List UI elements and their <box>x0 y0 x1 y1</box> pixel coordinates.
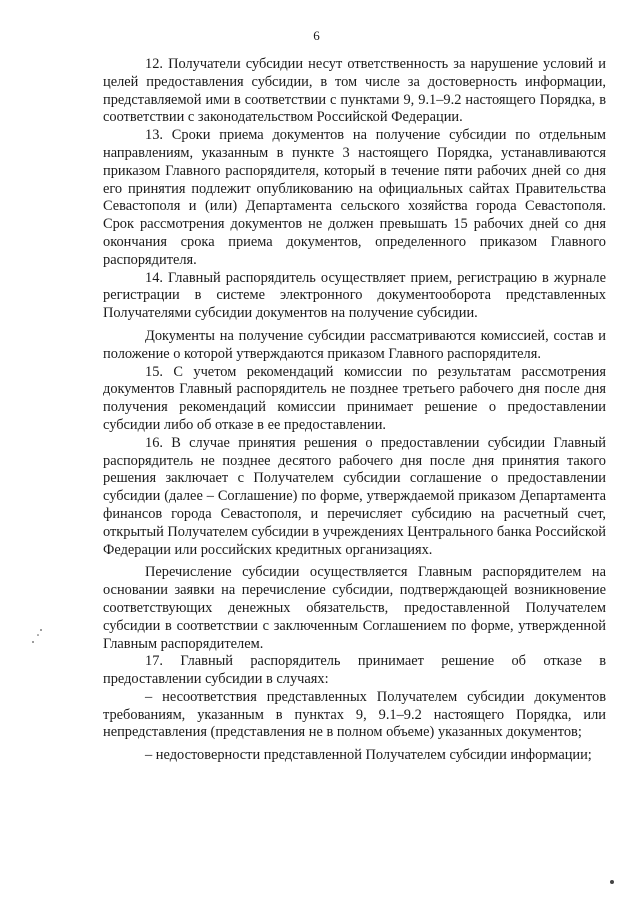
paragraph-14: 14. Главный распорядитель осуществляет прием, регистрацию в журнале регистрации в системе электронного документооборота представленных Получателями субсидии документов на получение субсидии. <box>103 269 606 322</box>
list-item-noncompliance: – несоответствия представленных Получателем субсидии документов требованиям, указанным в пунктах 9, 9.1–9.2 настоящего Порядка, или непредставления (представления не в полном объеме) указанных документов; <box>103 688 606 741</box>
page-number: 6 <box>313 28 320 43</box>
paragraph-12: 12. Получатели субсидии несут ответственность за нарушение условий и целей предоставления субсидии, в том числе за достоверность информации, представляемой ими в соответствии с пунктами 9, 9.1–9.2 настоящего Порядка, в соответствии с законодательством Российской Федерации. <box>103 56 606 126</box>
document-body <box>103 56 606 765</box>
scan-speck-bottom-right <box>610 880 614 884</box>
scan-speck-left <box>30 628 44 644</box>
paragraph-16: 16. В случае принятия решения о предоставлении субсидии Главный распорядитель не позднее десятого рабочего дня после дня принятия такого решения заключает с Получателем субсидии соглашение о предоставлении субсидии (далее – Соглашение) по форме, утверждаемой приказом Департамента финансов города Севастополя, и перечисляет субсидию на расчетный счет, открытый Получателем субсидии в учреждениях Центрального банка Российской Федерации или российских кредитных организациях. <box>103 434 606 558</box>
paragraph-16-transfer: Перечисление субсидии осуществляется Главным распорядителем на основании заявки на перечисление субсидии, подтверждающей возникновение соответствующих денежных обязательств, предоставленной Получателем субсидии в соответствии с заключенным Соглашением по форме, утвержденной Главным распорядителем. <box>103 564 606 652</box>
list-item-unreliable-info: – недостоверности представленной Получателем субсидии информации; <box>145 747 592 764</box>
paragraph-15: 15. С учетом рекомендаций комиссии по результатам рассмотрения документов Главный распорядитель не позднее третьего рабочего дня после дня получения рекомендаций комиссии принимает решение о предоставлении субсидии либо об отказе в ее предоставлении. <box>103 363 606 433</box>
paragraph-17: 17. Главный распорядитель принимает решение об отказе в предоставлении субсидии в случаях: <box>103 653 606 688</box>
paragraph-13: 13. Сроки приема документов на получение субсидии по отдельным направлениям, указанным в пункте 3 настоящего Порядка, устанавливаются приказом Главного распорядителя, который в течение пяти рабочих дней со дня его принятия подлежит опубликованию на официальных сайтах Правительства Севастополя и (или) Департамента сельского хозяйства города Севастополя. Срок рассмотрения документов не должен превышать 15 рабочих дней со дня окончания срока приема документов, определенного приказом Главного распорядителя. <box>103 127 606 268</box>
paragraph-14-commission: Документы на получение субсидии рассматриваются комиссией, состав и положение о которой утверждаются приказом Главного распорядителя. <box>103 327 606 362</box>
